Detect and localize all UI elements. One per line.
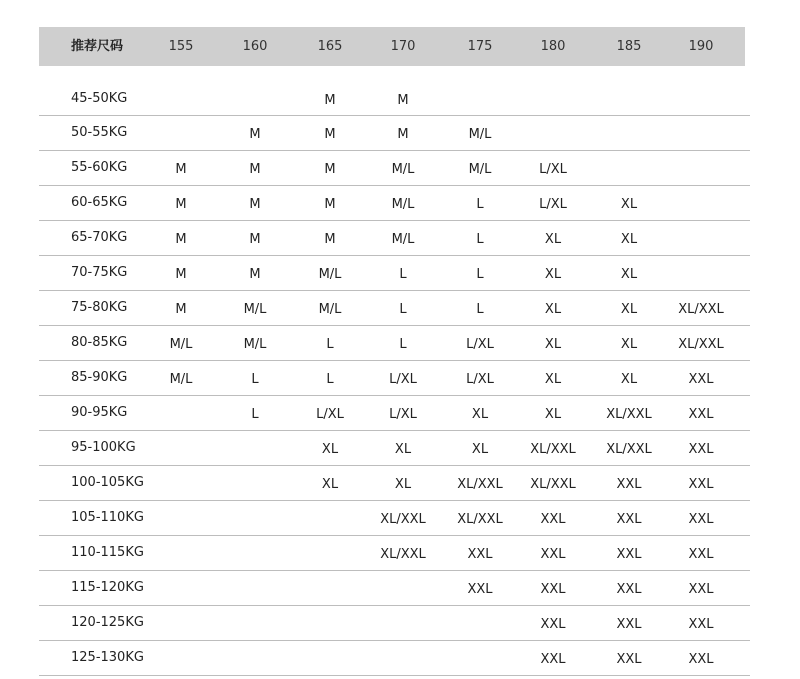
size-cell: XL/XXL: [530, 477, 576, 492]
size-cell: L/XL: [389, 407, 417, 422]
size-cell: M: [324, 197, 336, 212]
size-cell: XL: [394, 442, 412, 457]
size-cell: XXL: [688, 407, 714, 422]
size-cell: [365, 571, 441, 605]
table-row: [39, 116, 750, 151]
size-cell: [292, 536, 368, 570]
size-cell: [515, 82, 591, 116]
weight-range-cell: 115-120KG: [71, 580, 144, 595]
size-cell: XL/XXL: [457, 512, 503, 527]
size-cell: L: [399, 337, 407, 352]
table-row: [39, 186, 750, 221]
size-cell: L/XL: [466, 337, 494, 352]
weight-range-cell: 105-110KG: [71, 510, 144, 525]
size-cell: XL/XXL: [678, 302, 724, 317]
size-cell: M: [249, 127, 261, 142]
size-cell: [217, 501, 293, 535]
size-cell: [143, 501, 219, 535]
size-cell: XL/XXL: [678, 337, 724, 352]
table-row: [39, 396, 750, 431]
size-cell: XL: [620, 302, 638, 317]
size-cell: L: [476, 232, 484, 247]
size-cell: M: [175, 232, 187, 247]
size-cell: XL: [544, 302, 562, 317]
size-cell: XL: [620, 372, 638, 387]
size-cell: [143, 82, 219, 116]
size-cell: M: [249, 267, 261, 282]
table-row: [39, 606, 750, 641]
size-cell: [143, 396, 219, 430]
table-row: [39, 82, 750, 116]
size-cell: M: [175, 302, 187, 317]
size-cell: [442, 82, 518, 116]
table-row: [39, 466, 750, 501]
weight-range-cell: 85-90KG: [71, 370, 128, 385]
size-cell: XL: [321, 442, 339, 457]
weight-range-cell: 100-105KG: [71, 475, 144, 490]
size-cell: [217, 536, 293, 570]
size-cell: L: [326, 337, 334, 352]
height-header-160: 160: [242, 39, 268, 54]
size-cell: [292, 501, 368, 535]
weight-range-cell: 60-65KG: [71, 195, 128, 210]
size-cell: XXL: [467, 582, 493, 597]
size-cell: XL: [471, 442, 489, 457]
table-row: [39, 326, 750, 361]
height-header-170: 170: [390, 39, 416, 54]
weight-range-cell: 55-60KG: [71, 160, 128, 175]
size-cell: [663, 221, 739, 255]
table-row: [39, 221, 750, 256]
size-cell: XL: [620, 337, 638, 352]
size-cell: L: [251, 407, 259, 422]
table-row: [39, 361, 750, 396]
size-cell: XXL: [540, 512, 566, 527]
size-cell: [442, 606, 518, 640]
size-cell: M: [324, 162, 336, 177]
size-cell: [365, 606, 441, 640]
size-cell: [292, 606, 368, 640]
size-cell: [663, 186, 739, 220]
table-row: [39, 571, 750, 606]
size-cell: [591, 116, 667, 150]
size-cell: XXL: [616, 512, 642, 527]
size-cell: L/XL: [316, 407, 344, 422]
size-cell: M: [324, 93, 336, 108]
size-cell: XXL: [540, 652, 566, 667]
size-cell: M: [397, 127, 409, 142]
size-cell: M: [175, 162, 187, 177]
size-cell: XXL: [616, 617, 642, 632]
size-cell: XXL: [467, 547, 493, 562]
size-cell: [217, 466, 293, 500]
weight-range-cell: 45-50KG: [71, 91, 128, 106]
size-cell: XXL: [616, 547, 642, 562]
weight-range-cell: 80-85KG: [71, 335, 128, 350]
size-cell: M/L: [391, 162, 415, 177]
size-cell: XXL: [688, 442, 714, 457]
size-cell: [143, 536, 219, 570]
table-row: [39, 291, 750, 326]
size-cell: [663, 151, 739, 185]
table-row: [39, 151, 750, 186]
size-cell: XL/XXL: [606, 442, 652, 457]
size-cell: XL: [394, 477, 412, 492]
size-cell: L: [251, 372, 259, 387]
size-cell: [143, 606, 219, 640]
size-cell: [217, 571, 293, 605]
size-cell: M: [249, 197, 261, 212]
size-cell: XXL: [688, 372, 714, 387]
size-cell: [442, 641, 518, 675]
weight-range-cell: 90-95KG: [71, 405, 128, 420]
size-cell: XXL: [688, 512, 714, 527]
size-cell: XL/XXL: [380, 512, 426, 527]
size-cell: M/L: [468, 127, 492, 142]
size-cell: XL: [471, 407, 489, 422]
weight-range-cell: 50-55KG: [71, 125, 128, 140]
size-cell: XXL: [688, 477, 714, 492]
weight-range-cell: 65-70KG: [71, 230, 128, 245]
size-cell: XL/XXL: [380, 547, 426, 562]
size-cell: [365, 641, 441, 675]
size-cell: [217, 431, 293, 465]
size-cell: M: [397, 93, 409, 108]
table-body: [39, 82, 750, 676]
size-cell: XL/XXL: [530, 442, 576, 457]
size-cell: [143, 466, 219, 500]
size-cell: XXL: [616, 652, 642, 667]
size-cell: [591, 151, 667, 185]
size-cell: [292, 641, 368, 675]
height-header-180: 180: [540, 39, 566, 54]
size-cell: XL: [544, 372, 562, 387]
size-cell: L: [476, 302, 484, 317]
size-cell: XL: [620, 267, 638, 282]
size-cell: XL/XXL: [457, 477, 503, 492]
size-cell: [663, 82, 739, 116]
table-row: [39, 641, 750, 676]
weight-range-cell: 110-115KG: [71, 545, 144, 560]
size-cell: [591, 82, 667, 116]
weight-range-cell: 75-80KG: [71, 300, 128, 315]
size-cell: M: [324, 232, 336, 247]
size-cell: L: [399, 267, 407, 282]
size-cell: M/L: [468, 162, 492, 177]
size-cell: L: [326, 372, 334, 387]
size-cell: M: [175, 197, 187, 212]
size-cell: M/L: [243, 302, 267, 317]
size-cell: XXL: [616, 582, 642, 597]
size-cell: XL: [620, 197, 638, 212]
header-label: 推荐尺码: [71, 39, 124, 54]
size-cell: M/L: [391, 197, 415, 212]
size-cell: L: [476, 267, 484, 282]
table-row: [39, 431, 750, 466]
size-cell: [292, 571, 368, 605]
size-cell: [143, 571, 219, 605]
size-cell: [143, 431, 219, 465]
weight-range-cell: 125-130KG: [71, 650, 144, 665]
size-cell: L/XL: [466, 372, 494, 387]
weight-range-cell: 120-125KG: [71, 615, 144, 630]
size-cell: XL: [321, 477, 339, 492]
size-cell: M/L: [169, 372, 193, 387]
size-cell: XXL: [540, 547, 566, 562]
size-cell: L/XL: [539, 162, 567, 177]
size-cell: XXL: [688, 582, 714, 597]
table-row: [39, 501, 750, 536]
size-cell: [217, 641, 293, 675]
weight-range-cell: 70-75KG: [71, 265, 128, 280]
height-header-175: 175: [467, 39, 493, 54]
size-cell: L/XL: [389, 372, 417, 387]
size-cell: M/L: [318, 302, 342, 317]
table-header-row: [39, 27, 745, 66]
size-cell: M: [249, 232, 261, 247]
height-header-185: 185: [616, 39, 642, 54]
size-cell: [217, 606, 293, 640]
size-cell: XXL: [540, 582, 566, 597]
size-cell: L: [476, 197, 484, 212]
size-cell: [515, 116, 591, 150]
size-cell: XL/XXL: [606, 407, 652, 422]
size-cell: M/L: [243, 337, 267, 352]
size-cell: XXL: [688, 617, 714, 632]
size-cell: M/L: [169, 337, 193, 352]
size-cell: M: [249, 162, 261, 177]
size-cell: [217, 82, 293, 116]
size-cell: M/L: [391, 232, 415, 247]
size-cell: [663, 116, 739, 150]
height-header-155: 155: [168, 39, 194, 54]
size-cell: L/XL: [539, 197, 567, 212]
size-cell: XXL: [616, 477, 642, 492]
size-cell: M: [175, 267, 187, 282]
weight-range-cell: 95-100KG: [71, 440, 136, 455]
size-cell: M: [324, 127, 336, 142]
size-cell: XL: [544, 407, 562, 422]
size-cell: XL: [620, 232, 638, 247]
size-cell: [663, 256, 739, 290]
size-cell: XL: [544, 267, 562, 282]
size-cell: [143, 641, 219, 675]
size-cell: L: [399, 302, 407, 317]
table-row: [39, 536, 750, 571]
height-header-190: 190: [688, 39, 714, 54]
size-cell: XXL: [688, 547, 714, 562]
height-header-165: 165: [317, 39, 343, 54]
size-cell: [143, 116, 219, 150]
size-cell: XL: [544, 232, 562, 247]
size-chart-table: [39, 27, 750, 676]
size-cell: M/L: [318, 267, 342, 282]
size-cell: XL: [544, 337, 562, 352]
size-cell: XXL: [540, 617, 566, 632]
table-row: [39, 256, 750, 291]
size-cell: XXL: [688, 652, 714, 667]
